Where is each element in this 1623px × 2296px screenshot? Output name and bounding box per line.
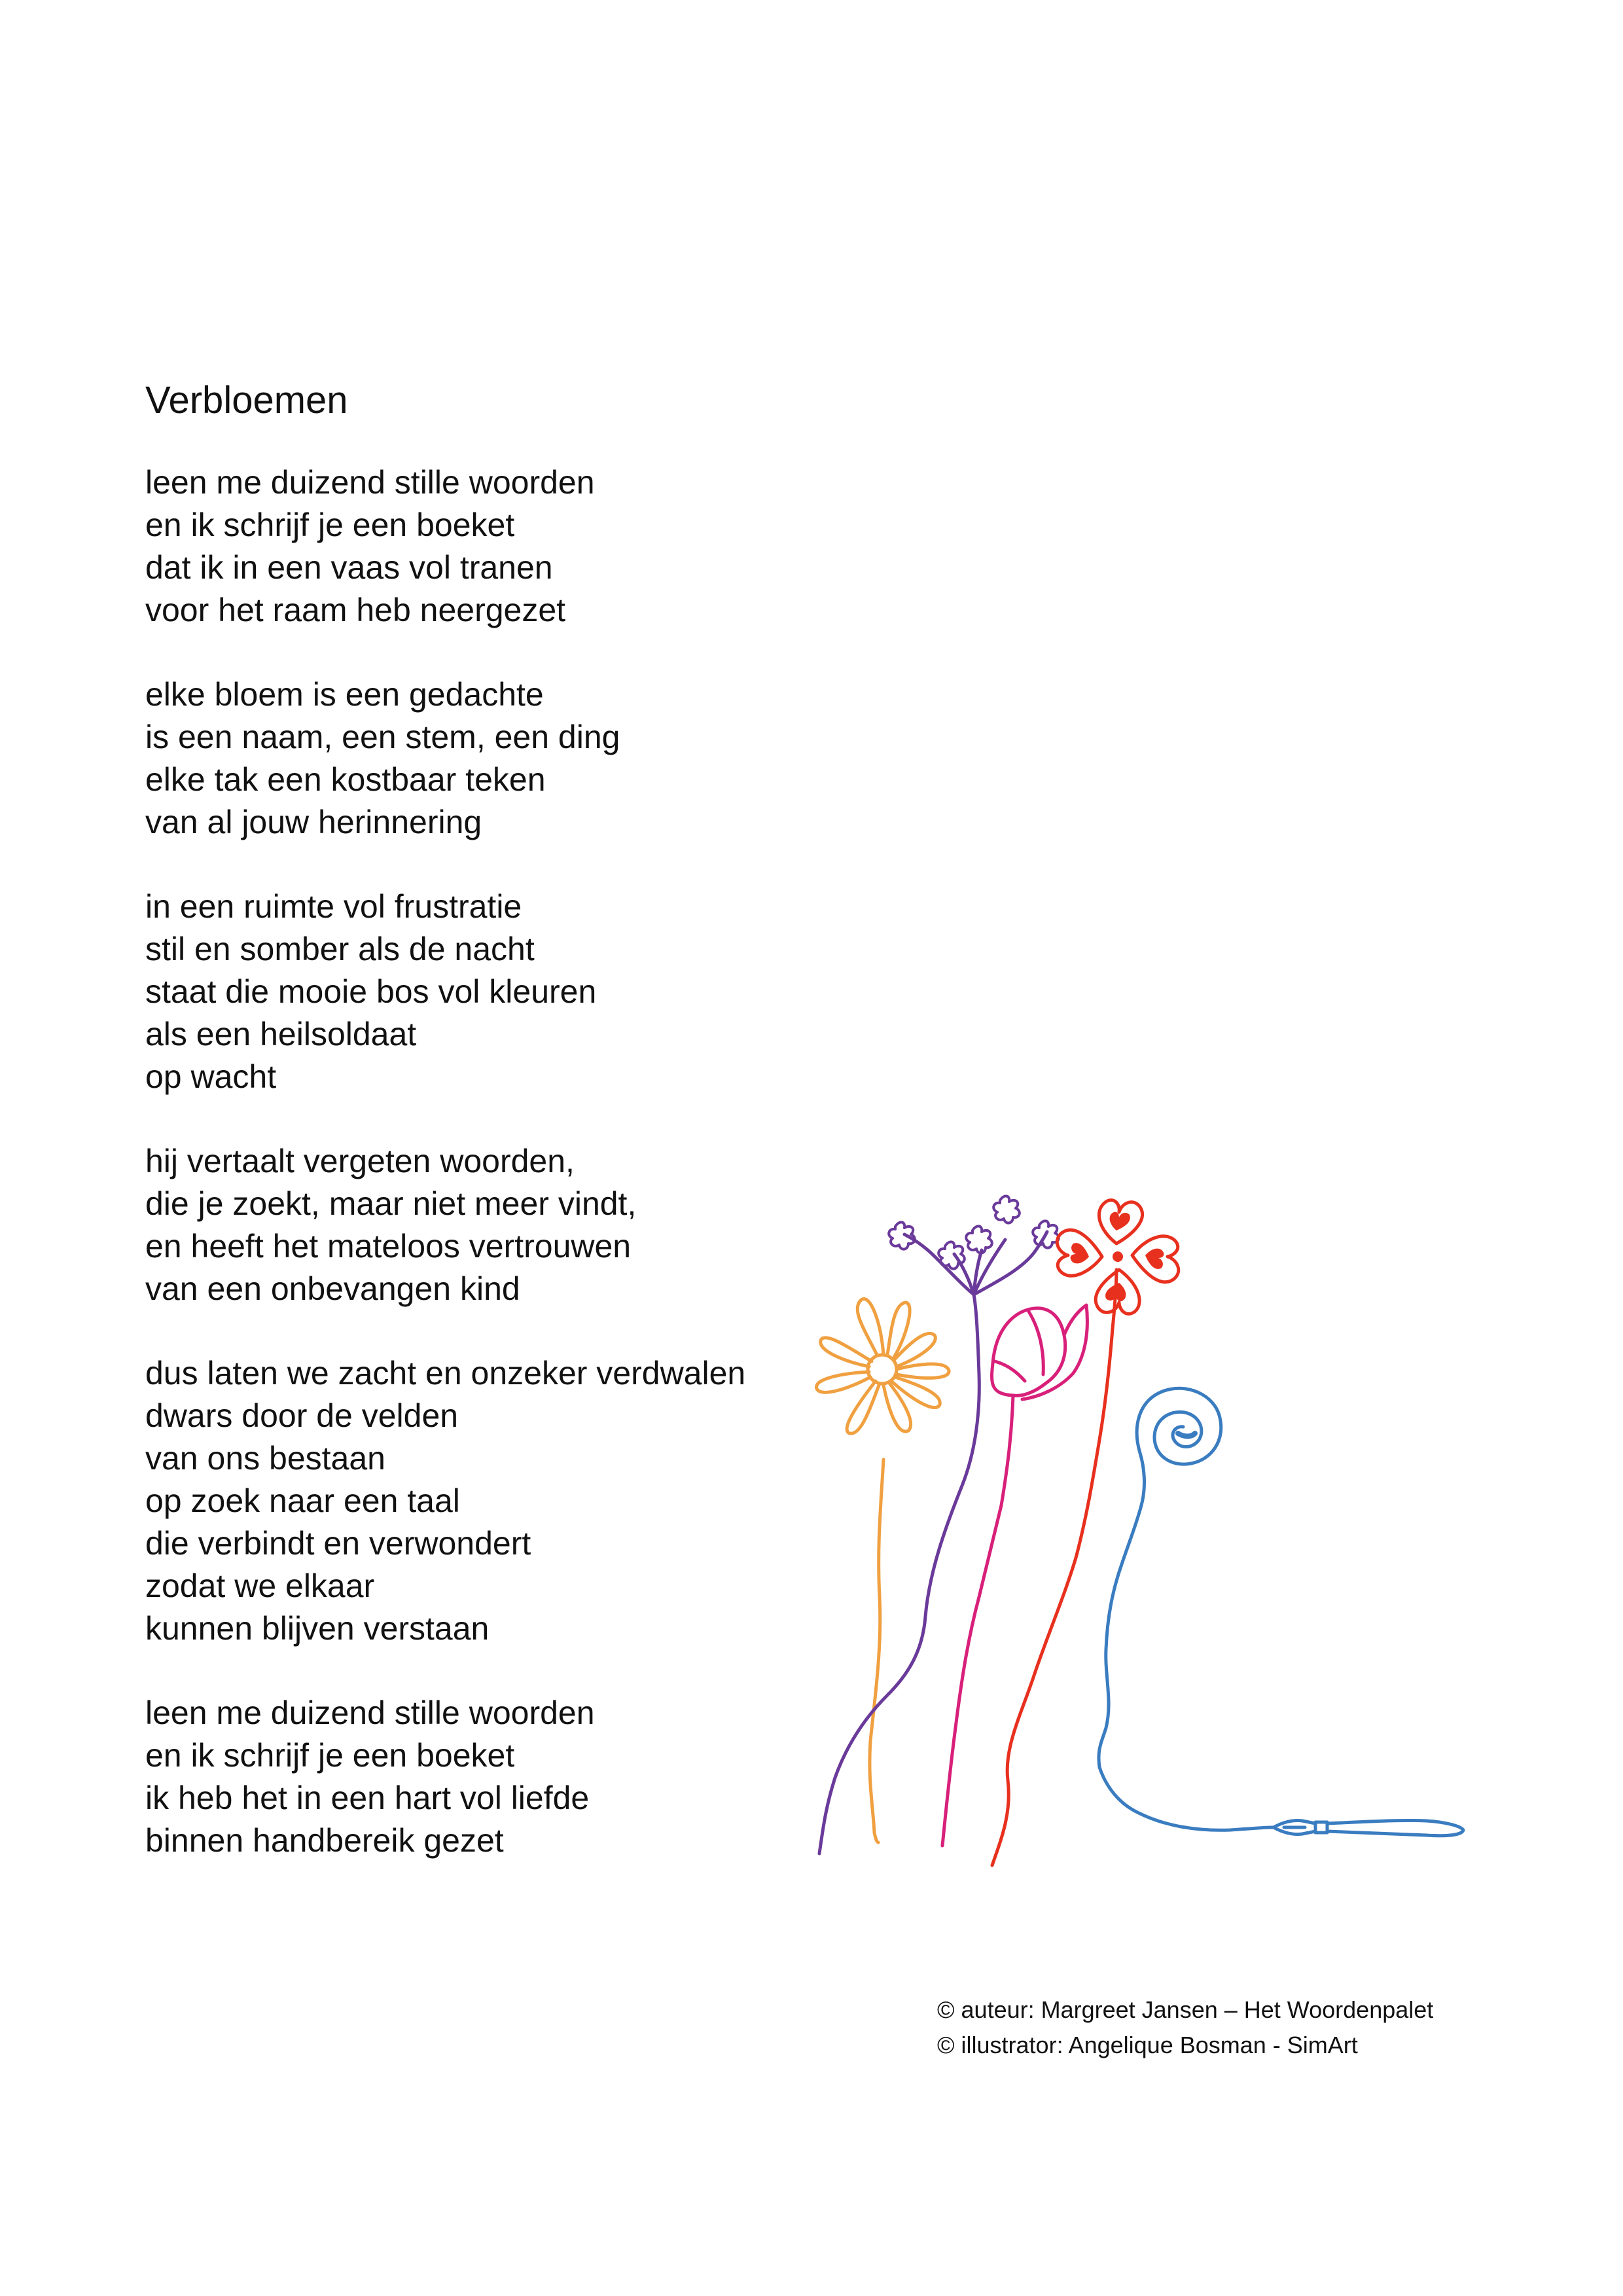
stanza-1	[145, 461, 852, 632]
poem-line: stil en somber als de nacht	[145, 931, 535, 967]
bouquet-icon	[819, 1196, 1059, 1854]
poem-line: dat ik in een vaas vol tranen	[145, 549, 553, 586]
poem-line: en heeft het mateloos vertrouwen	[145, 1228, 632, 1265]
poem-line: hij vertaalt vergeten woorden,	[145, 1143, 575, 1179]
poem-line: die verbindt en verwondert	[145, 1525, 531, 1562]
poem-line: binnen handbereik gezet	[145, 1822, 504, 1859]
poem-line: in een ruimte vol frustratie	[145, 888, 522, 925]
poem-line: voor het raam heb neergezet	[145, 592, 566, 628]
poem-line: elke bloem is een gedachte	[145, 676, 544, 713]
poem-line: van een onbevangen kind	[145, 1270, 520, 1307]
heart-flower-icon	[992, 1200, 1179, 1865]
illustrator-credit: © illustrator: Angelique Bosman - SimArt	[937, 2032, 1358, 2058]
poem-line: van ons bestaan	[145, 1440, 385, 1477]
stanza-4	[145, 1140, 852, 1310]
poem-line: als een heilsoldaat	[145, 1016, 417, 1052]
flower-illustration	[785, 1165, 1492, 1892]
poem-line: en ik schrijf je een boeket	[145, 507, 515, 543]
stanza-6	[145, 1692, 852, 1862]
poem-line: kunnen blijven verstaan	[145, 1610, 490, 1647]
poem-line: en ik schrijf je een boeket	[145, 1737, 515, 1774]
daisy-icon	[816, 1299, 949, 1842]
poem-line: leen me duizend stille woorden	[145, 1695, 595, 1731]
poem-line: staat die mooie bos vol kleuren	[145, 973, 597, 1010]
poem-line: zodat we elkaar	[145, 1568, 375, 1604]
poem-line: op wacht	[145, 1058, 277, 1095]
poem-line: dwars door de velden	[145, 1397, 459, 1434]
credits	[937, 1992, 1433, 2063]
poem-body	[145, 461, 852, 1904]
poem-title: Verbloemen	[145, 379, 348, 422]
poem-line: van al jouw herinnering	[145, 804, 482, 840]
poem-line: ik heb het in een hart vol liefde	[145, 1780, 590, 1816]
paintbrush-icon	[1099, 1767, 1463, 1836]
stanza-2	[145, 673, 852, 844]
poem-line: dus laten we zacht en onzeker verdwalen	[145, 1355, 746, 1391]
poem-line: op zoek naar een taal	[145, 1482, 460, 1519]
stanza-5	[145, 1352, 852, 1650]
spiral-icon	[1099, 1388, 1221, 1767]
stanza-3	[145, 886, 852, 1098]
poem-line: is een naam, een stem, een ding	[145, 719, 620, 755]
poem-line: leen me duizend stille woorden	[145, 464, 595, 501]
author-credit: © auteur: Margreet Jansen – Het Woordenpalet	[937, 1996, 1434, 2023]
tulip-icon	[942, 1305, 1087, 1846]
poem-line: die je zoekt, maar niet meer vindt,	[145, 1185, 637, 1222]
poem-line: elke tak een kostbaar teken	[145, 761, 546, 798]
